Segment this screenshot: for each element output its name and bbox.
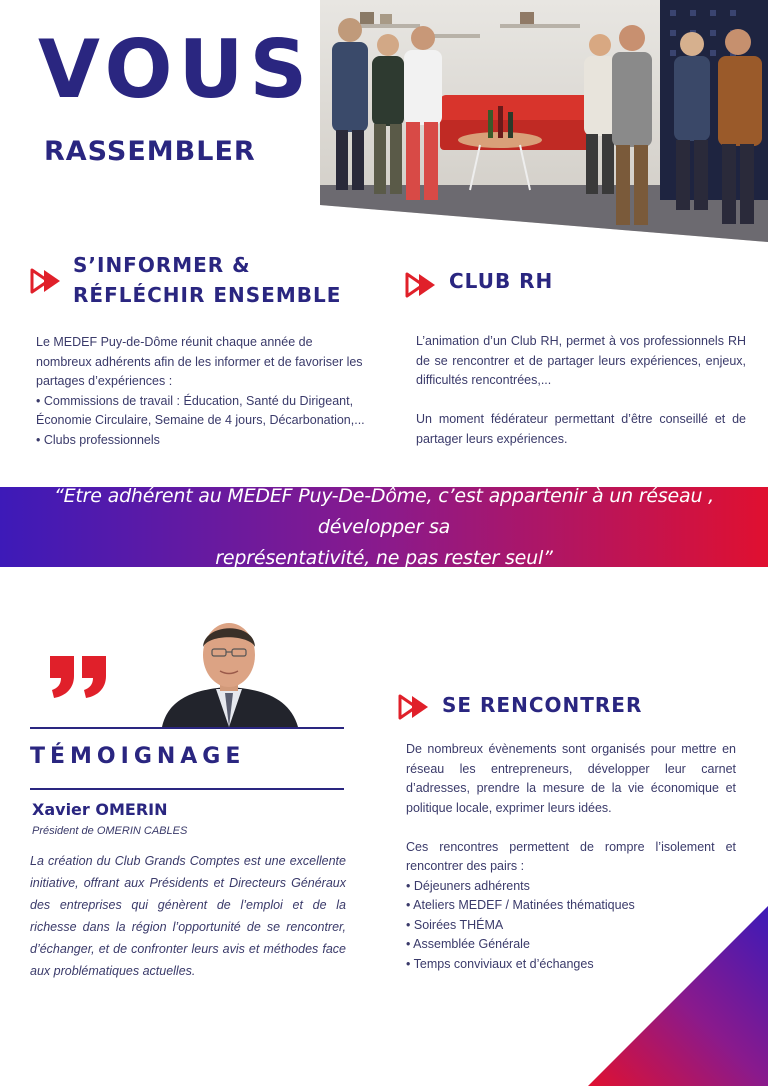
person-role: Président de OMERIN CABLES [32, 825, 188, 837]
list-item: • Ateliers MEDEF / Matinées thématiques [406, 896, 736, 916]
page-title: VOUS [38, 23, 314, 116]
quote-line: représentativité, ne pas rester seul” [215, 546, 553, 569]
list-item: • Déjeuners adhérents [406, 877, 736, 897]
double-arrow-icon [398, 694, 432, 720]
club-rh-body [416, 332, 746, 449]
testimonial-heading: TÉMOIGNAGE [30, 744, 246, 769]
club-rh-paragraph: Un moment fédérateur permettant d’être conseillé et de partager leurs expériences. [416, 412, 746, 446]
rencontrer-paragraph: Ces rencontres permettent de rompre l’isolement et rencontrer des pairs : [406, 839, 736, 873]
quote-banner [0, 484, 768, 569]
list-item: • Temps conviviaux et d’échanges [406, 955, 736, 975]
event-photo [320, 0, 768, 242]
testimonial-text: La création du Club Grands Comptes est une excellente initiative, offrant aux Présidents et Directeurs Généraux des entreprises qui génèrent de l’emploi et de la richesse dans la région l’opportunité de se rencontrer, d’échanger, et de confronter leurs avis et méthodes face aux problématiques actuelles. [30, 854, 346, 978]
section-title-rencontrer: SE RENCONTRER [442, 693, 643, 717]
divider [30, 727, 344, 729]
divider [30, 788, 344, 790]
section-title-line: RÉFLÉCHIR ENSEMBLE [73, 283, 342, 307]
quote-mark-icon [48, 654, 110, 700]
list-item: • Clubs professionnels [36, 431, 368, 451]
person-name: Xavier OMERIN [32, 800, 168, 819]
rencontrer-paragraph: De nombreux évènements sont organisés pour mettre en réseau les entrepreneurs, développer leur carnet d’adresses, prendre la mesure de la vie économique et politique locale, exprimer leurs idées. [406, 742, 736, 815]
section-title-line: S’INFORMER & [73, 253, 251, 277]
club-rh-paragraph: L’animation d’un Club RH, permet à vos professionnels RH de se rencontrer et de partager leurs expériences, enjeux, difficultés rencontrées,... [416, 334, 746, 387]
page-subtitle: RASSEMBLER [44, 136, 256, 167]
quote-line: “Etre adhérent au MEDEF Puy-De-Dôme, c’est appartenir à un réseau , développer sa [53, 484, 714, 538]
double-arrow-icon [405, 272, 439, 298]
list-item: • Soirées THÉMA [406, 916, 736, 936]
informer-body [36, 333, 368, 450]
list-item: • Commissions de travail : Éducation, Santé du Dirigeant, Économie Circulaire, Semaine de 4 jours, Décarbonation,... [36, 392, 368, 431]
section-title-informer [73, 250, 341, 310]
list-item: • Assemblée Générale [406, 935, 736, 955]
double-arrow-icon [30, 268, 64, 294]
corner-decoration [588, 906, 768, 1086]
informer-intro: Le MEDEF Puy-de-Dôme réunit chaque année de nombreux adhérents afin de les informer et de favoriser les partages d’expériences : [36, 335, 363, 388]
section-title-club-rh: CLUB RH [449, 269, 554, 293]
portrait-photo [154, 613, 304, 727]
